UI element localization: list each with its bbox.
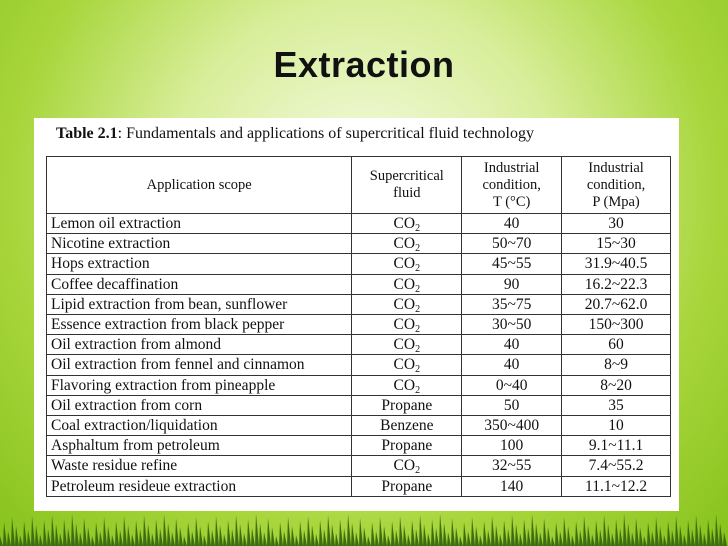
- table-row: [47, 234, 671, 254]
- cell-pressure: 35: [562, 395, 671, 415]
- cell-temperature: 90: [462, 274, 562, 294]
- cell-supercritical-fluid: Propane: [352, 476, 462, 496]
- slide-title: Extraction: [273, 44, 455, 85]
- cell-supercritical-fluid: $CO_2$: [352, 456, 462, 476]
- table-body: [47, 214, 671, 497]
- cell-application-scope: Asphaltum from petroleum: [47, 436, 352, 456]
- table-row: [47, 274, 671, 294]
- cell-supercritical-fluid: Propane: [352, 395, 462, 415]
- cell-pressure: 9.1~11.1: [562, 436, 671, 456]
- cell-pressure: 150~300: [562, 315, 671, 335]
- cell-temperature: 45~55: [462, 254, 562, 274]
- cell-pressure: 8~20: [562, 375, 671, 395]
- table-row: [47, 355, 671, 375]
- cell-supercritical-fluid: $CO_2$: [352, 254, 462, 274]
- table-row: [47, 416, 671, 436]
- table-row: [47, 294, 671, 314]
- cell-application-scope: Essence extraction from black pepper: [47, 315, 352, 335]
- cell-temperature: 32~55: [462, 456, 562, 476]
- cell-supercritical-fluid: $CO_2$: [352, 335, 462, 355]
- cell-temperature: 35~75: [462, 294, 562, 314]
- cell-temperature: 30~50: [462, 315, 562, 335]
- cell-application-scope: Nicotine extraction: [47, 234, 352, 254]
- cell-application-scope: Hops extraction: [47, 254, 352, 274]
- table-row: [47, 315, 671, 335]
- header-fluid: Supercritical fluid: [352, 157, 462, 214]
- cell-temperature: 40: [462, 355, 562, 375]
- cell-temperature: 350~400: [462, 416, 562, 436]
- cell-pressure: 60: [562, 335, 671, 355]
- cell-application-scope: Lipid extraction from bean, sunflower: [47, 294, 352, 314]
- cell-supercritical-fluid: $CO_2$: [352, 315, 462, 335]
- table-row: [47, 254, 671, 274]
- cell-pressure: 10: [562, 416, 671, 436]
- cell-application-scope: Oil extraction from fennel and cinnamon: [47, 355, 352, 375]
- caption-text: : Fundamentals and applications of supercritical fluid technology: [117, 125, 534, 142]
- table-row: [47, 476, 671, 496]
- grass-decoration: [0, 508, 728, 546]
- table-row: [47, 436, 671, 456]
- cell-pressure: 11.1~12.2: [562, 476, 671, 496]
- cell-temperature: 40: [462, 214, 562, 234]
- cell-supercritical-fluid: Propane: [352, 436, 462, 456]
- cell-pressure: 30: [562, 214, 671, 234]
- cell-supercritical-fluid: $CO_2$: [352, 274, 462, 294]
- header-row: [47, 157, 671, 214]
- grass-blades: [0, 514, 728, 546]
- table-row: [47, 335, 671, 355]
- table-row: [47, 395, 671, 415]
- cell-temperature: 140: [462, 476, 562, 496]
- cell-application-scope: Coffee decaffination: [47, 274, 352, 294]
- cell-temperature: 50: [462, 395, 562, 415]
- data-table: [46, 156, 671, 497]
- cell-supercritical-fluid: $CO_2$: [352, 234, 462, 254]
- table-row: [47, 456, 671, 476]
- cell-application-scope: Coal extraction/liquidation: [47, 416, 352, 436]
- header-pressure: Industrial condition, P (Mpa): [562, 157, 671, 214]
- cell-temperature: 0~40: [462, 375, 562, 395]
- cell-pressure: 7.4~55.2: [562, 456, 671, 476]
- cell-supercritical-fluid: $CO_2$: [352, 355, 462, 375]
- cell-supercritical-fluid: $CO_2$: [352, 375, 462, 395]
- cell-application-scope: Lemon oil extraction: [47, 214, 352, 234]
- header-temperature: Industrial condition, T (°C): [462, 157, 562, 214]
- cell-application-scope: Petroleum resideue extraction: [47, 476, 352, 496]
- cell-application-scope: Oil extraction from almond: [47, 335, 352, 355]
- cell-pressure: 8~9: [562, 355, 671, 375]
- cell-application-scope: Oil extraction from corn: [47, 395, 352, 415]
- cell-pressure: 16.2~22.3: [562, 274, 671, 294]
- cell-supercritical-fluid: $CO_2$: [352, 294, 462, 314]
- table-row: [47, 214, 671, 234]
- cell-pressure: 20.7~62.0: [562, 294, 671, 314]
- cell-supercritical-fluid: Benzene: [352, 416, 462, 436]
- cell-application-scope: Waste residue refine: [47, 456, 352, 476]
- header-scope: Application scope: [47, 157, 352, 214]
- caption-label: Table 2.1: [56, 125, 118, 142]
- cell-temperature: 50~70: [462, 234, 562, 254]
- table-row: [47, 375, 671, 395]
- cell-application-scope: Flavoring extraction from pineapple: [47, 375, 352, 395]
- cell-temperature: 100: [462, 436, 562, 456]
- cell-supercritical-fluid: $CO_2$: [352, 214, 462, 234]
- cell-pressure: 15~30: [562, 234, 671, 254]
- table-panel: [34, 118, 679, 511]
- table-caption: [56, 125, 534, 143]
- cell-pressure: 31.9~40.5: [562, 254, 671, 274]
- cell-temperature: 40: [462, 335, 562, 355]
